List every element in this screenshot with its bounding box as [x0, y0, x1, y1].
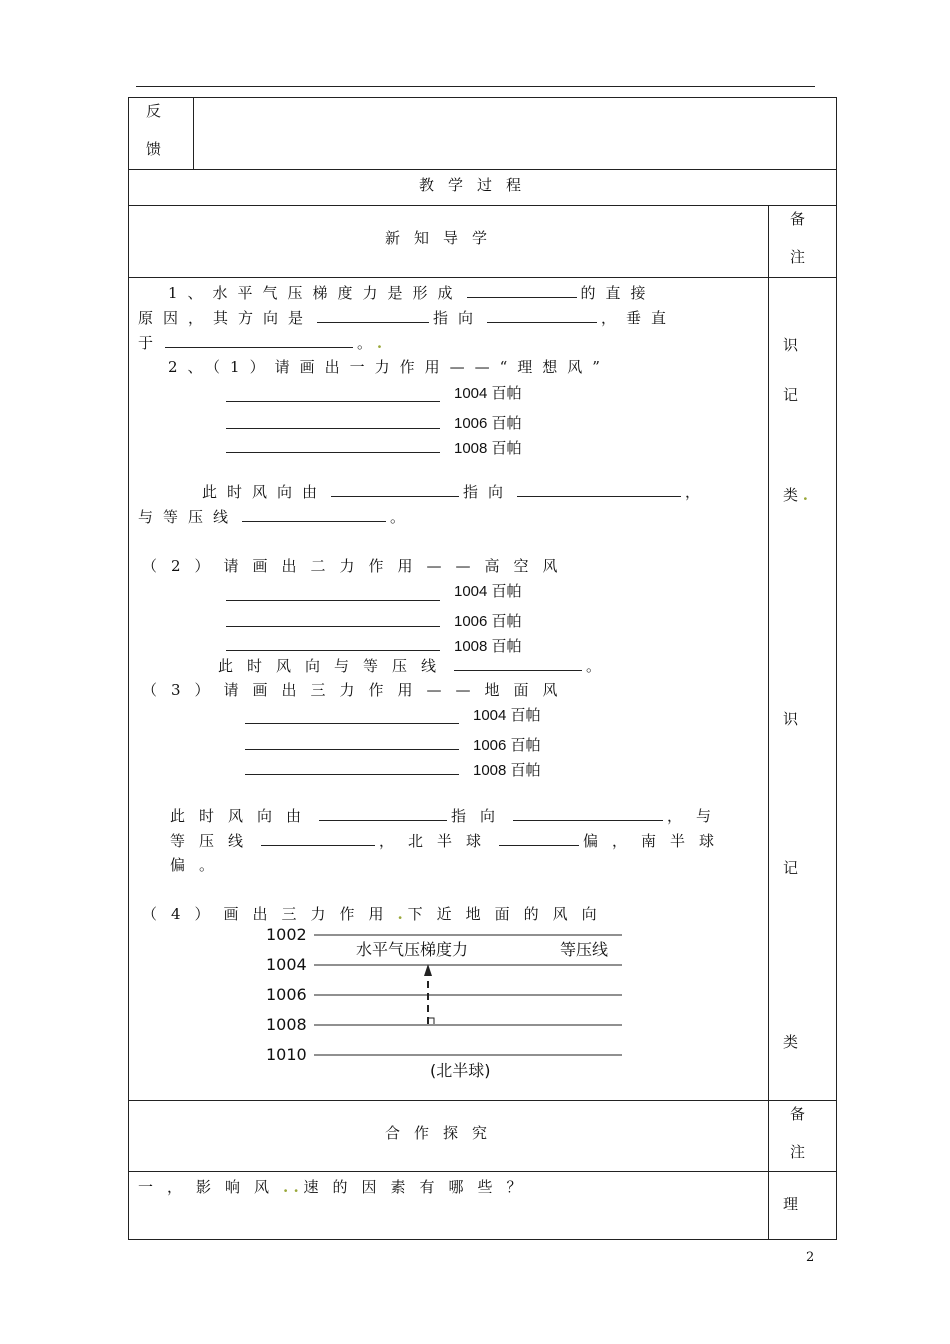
q2-1-title: 2、（1）请画出一力作用——“理想风”: [168, 358, 610, 376]
answer-blank[interactable]: [261, 831, 375, 846]
q1-line-3: 于 。 .: [138, 334, 383, 352]
arrow-head-icon: [424, 964, 432, 976]
row-divider: [128, 205, 837, 206]
diagram-level-label: 1002: [266, 925, 307, 944]
isobar-label: 1004 百帕: [454, 385, 522, 402]
q2-3-answer-line-2: 等压线 ，北半球 偏，南半球: [170, 832, 729, 850]
answer-blank[interactable]: [487, 308, 597, 323]
feedback-label-2: 馈: [146, 140, 162, 158]
row-divider: [128, 1100, 837, 1101]
isobar-label: 1008 百帕: [473, 762, 541, 779]
section-title-new-knowledge: 新知导学: [385, 229, 502, 247]
diagram-level-label: 1004: [266, 955, 307, 974]
isobar-line[interactable]: [226, 452, 440, 453]
isobar-label: 1008 百帕: [454, 440, 522, 457]
row-divider: [128, 277, 837, 278]
answer-blank[interactable]: [242, 507, 386, 522]
isobar-label: 1004 百帕: [454, 583, 522, 600]
isobar-line[interactable]: [245, 774, 459, 775]
side-note-remember-2: 记: [783, 859, 799, 877]
row-divider: [128, 169, 837, 170]
q3-text: 一，影响风. . 速的因素有哪些？: [138, 1178, 536, 1196]
q2-3-title: （3）请画出三力作用——地面风: [142, 681, 572, 699]
q1-line-2: 原因，其方向是 指向 ，垂直: [138, 309, 677, 327]
side-note-reason: 理: [783, 1195, 799, 1213]
isobar-label: 1006 百帕: [473, 737, 541, 754]
isobar-label: 1008 百帕: [454, 638, 522, 655]
isobar-line[interactable]: [226, 650, 440, 651]
answer-blank[interactable]: [454, 656, 582, 671]
side-note-category: 类 .: [783, 486, 809, 504]
remark-label-2: 注: [790, 248, 806, 266]
q2-1-answer-line-2: 与等压线 。: [138, 508, 406, 526]
isobar-line[interactable]: [226, 401, 440, 402]
remark-label-1: 备: [790, 210, 806, 228]
isobar-line[interactable]: [226, 600, 440, 601]
answer-blank[interactable]: [317, 308, 429, 323]
q2-4-title: （4）画出三力作用. 下近地面的风向: [142, 905, 611, 923]
side-note-identify: 识: [783, 336, 799, 354]
isobar-label: 1004 百帕: [473, 707, 541, 724]
answer-blank[interactable]: [165, 333, 353, 348]
answer-blank[interactable]: [499, 831, 579, 846]
q1-line-1: 1、水平气压梯度力是形成 的直接: [168, 284, 656, 302]
hemisphere-label: (北半球): [430, 1061, 491, 1080]
answer-blank[interactable]: [331, 482, 459, 497]
isobar-label: 1006 百帕: [454, 613, 522, 630]
side-note-identify-2: 识: [783, 710, 799, 728]
diagram-level-label: 1006: [266, 985, 307, 1004]
answer-blank[interactable]: [467, 283, 577, 298]
q2-2-title: （2）请画出二力作用——高空风: [142, 557, 572, 575]
table-border-top: [128, 97, 837, 98]
isobar-line[interactable]: [245, 749, 459, 750]
side-note-category-2: 类: [783, 1033, 799, 1051]
isobar-line[interactable]: [226, 626, 440, 627]
remark-label-2: 注: [790, 1143, 806, 1161]
feedback-divider: [193, 97, 194, 169]
answer-blank[interactable]: [319, 806, 447, 821]
q2-3-answer-line-3: 偏。: [170, 856, 229, 874]
answer-blank[interactable]: [517, 482, 681, 497]
force-label: 水平气压梯度力: [356, 940, 469, 959]
remark-label-1: 备: [790, 1105, 806, 1123]
row-divider: [128, 1171, 837, 1172]
page-number: 2: [806, 1250, 815, 1265]
isobar-line[interactable]: [226, 428, 440, 429]
answer-blank[interactable]: [513, 806, 663, 821]
table-border-bottom: [128, 1239, 837, 1240]
diagram-level-label: 1008: [266, 1015, 307, 1034]
feedback-label-1: 反: [146, 102, 162, 120]
section-title-cooperation: 合作探究: [385, 1124, 502, 1142]
q2-2-answer: 此时风向与等压线 。: [218, 657, 602, 675]
isobar-label: 1006 百帕: [454, 415, 522, 432]
header-rule: [136, 86, 815, 87]
q2-3-answer-line-1: 此时风向由 指向 ，与: [170, 807, 726, 825]
isobar-label-diagram: 等压线: [560, 940, 609, 959]
table-border-right: [836, 97, 837, 1240]
isobar-line[interactable]: [245, 723, 459, 724]
diagram-level-label: 1010: [266, 1045, 307, 1064]
side-note-remember: 记: [783, 386, 799, 404]
q2-1-answer-line-1: 此时风向由 指向 ，: [202, 483, 701, 501]
process-title: 教学过程: [419, 176, 536, 194]
table-border-left: [128, 97, 129, 1240]
remark-column-divider: [768, 205, 769, 1239]
